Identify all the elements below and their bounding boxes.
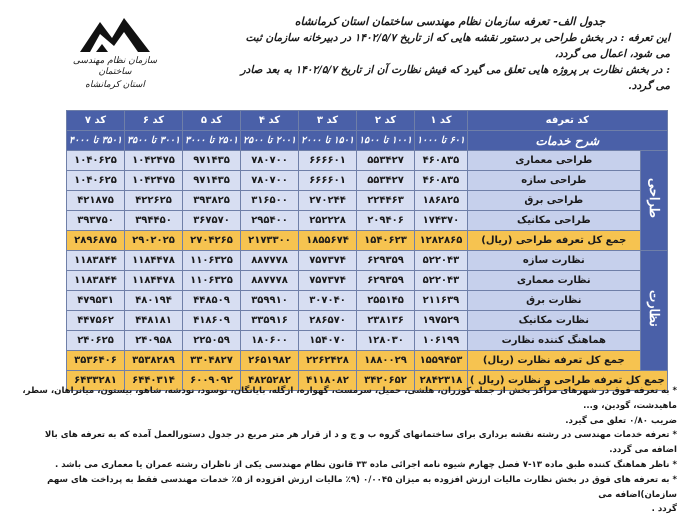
note-line: گردد . — [651, 504, 677, 515]
value-cell: ۱۲۸۰۳۰ — [357, 331, 415, 351]
value-cell: ۴۱۸۶۰۹ — [183, 311, 241, 331]
value-cell: ۲۵۲۲۲۸ — [299, 211, 357, 231]
table-header-groups — [67, 131, 668, 151]
row-name-cell: نظارت سازه — [467, 251, 640, 271]
header-line-design: این تعرفه : در بخش طراحی بر دستور نقشه هایی که از تاریخ ۱۴۰۲/۵/۷ در دبیرخانه سازمان ثبت می شود، اعمال می گردد، — [245, 32, 670, 60]
table-row — [67, 171, 668, 191]
notes — [22, 384, 677, 517]
row-name-cell: طراحی معماری — [467, 151, 640, 171]
service-label-cell: شرح خدمات — [467, 131, 667, 151]
value-cell: ۹۷۱۴۳۵ — [183, 171, 241, 191]
value-cell: ۸۸۷۷۷۸ — [241, 251, 299, 271]
group-header-cell: ۳۵۰۱ تا ۴۰۰۰ — [67, 131, 125, 151]
table-row — [67, 251, 668, 271]
code-label-cell: کد تعرفه — [467, 111, 667, 131]
subtotal-row — [67, 231, 668, 251]
value-cell: ۴۴۷۵۶۲ — [67, 311, 125, 331]
value-cell: ۷۵۷۳۷۴ — [299, 271, 357, 291]
value-cell: ۳۹۴۴۵۰ — [125, 211, 183, 231]
subtotal-value-cell: ۲۱۷۳۳۰۰ — [241, 231, 299, 251]
value-cell: ۱۱۸۳۸۴۴ — [67, 251, 125, 271]
group-header-cell: ۳۰۰۱ تا ۳۵۰۰ — [125, 131, 183, 151]
grand-total-value-cell: ۴۱۱۸۰۸۲ — [299, 371, 357, 391]
row-name-cell: نظارت مکانیک — [467, 311, 640, 331]
value-cell: ۵۲۲۰۴۳ — [415, 271, 468, 291]
value-cell: ۴۴۸۵۰۹ — [183, 291, 241, 311]
table-row — [67, 291, 668, 311]
value-cell: ۲۵۵۱۴۵ — [357, 291, 415, 311]
value-cell: ۴۸۰۱۹۴ — [125, 291, 183, 311]
subtotal-value-cell: ۱۸۸۰۰۲۹ — [357, 351, 415, 371]
row-name-cell: هماهنگ کننده نظارت — [467, 331, 640, 351]
value-cell: ۲۰۹۴۰۶ — [357, 211, 415, 231]
value-cell: ۱۰۴۲۴۷۵ — [125, 151, 183, 171]
note-line: * به تعرفه فوق در شهرهای مراکز بخش از جمله کوزران، هلشی، حمیل، سرمست، گهواره، ازگله، بایانگان، نوسود، نودشه، شاهو، بیستون، میانراهان، سطر، ماهیدشت، گودین، و... — [22, 386, 677, 411]
group-header-cell: ۲۰۰۱ تا ۲۵۰۰ — [241, 131, 299, 151]
value-cell: ۳۶۷۵۷۰ — [183, 211, 241, 231]
row-name-cell: طراحی برق — [467, 191, 640, 211]
note-line: ضریب ۰/۸۰ تعلق می گیرد. — [565, 415, 677, 426]
value-cell: ۱۰۴۰۶۲۵ — [67, 171, 125, 191]
header-line-supervision: : در بخش نظارت بر پروژه هایی تعلق می گیرد که فیش نظارت آن از تاریخ ۱۴۰۲/۵/۷ به بعد صادر می گردد. — [240, 64, 670, 92]
subtotal-row — [67, 351, 668, 371]
value-cell: ۱۷۴۳۷۰ — [415, 211, 468, 231]
code-header-cell: کد ۷ — [67, 111, 125, 131]
value-cell: ۳۵۹۹۱۰ — [241, 291, 299, 311]
value-cell: ۳۹۳۷۵۰ — [67, 211, 125, 231]
value-cell: ۳۳۵۹۱۶ — [241, 311, 299, 331]
value-cell: ۱۰۴۲۴۷۵ — [125, 171, 183, 191]
value-cell: ۶۶۶۶۰۱ — [299, 151, 357, 171]
value-cell: ۲۳۸۱۳۶ — [357, 311, 415, 331]
group-header-cell: ۱۰۰۱ تا ۱۵۰۰ — [357, 131, 415, 151]
subtotal-value-cell: ۲۲۶۲۴۲۸ — [299, 351, 357, 371]
note-line: * تعرفه خدمات مهندسی در رشته نقشه برداری برای ساختمانهای گروه ب و ج و د از قرار هر متر مربع در جدول دستورالعمل آمده که به تعرفه های بالا اضافه می گردد. — [44, 430, 677, 456]
value-cell: ۱۹۷۵۲۹ — [415, 311, 468, 331]
subtotal-value-cell: ۱۵۵۹۴۵۳ — [415, 351, 468, 371]
section-label: نظارت — [646, 290, 662, 327]
grand-total-value-cell: ۴۸۲۵۲۸۲ — [241, 371, 299, 391]
subtotal-value-cell: ۲۶۵۱۹۸۲ — [241, 351, 299, 371]
value-cell: ۴۶۰۸۳۵ — [415, 171, 468, 191]
org-name-line1: سازمان نظام مهندسی ساختمان — [72, 56, 158, 77]
value-cell: ۴۲۲۶۲۵ — [125, 191, 183, 211]
value-cell: ۲۴۰۶۲۵ — [67, 331, 125, 351]
group-header-cell: ۶۰۱ تا ۱۰۰۰ — [415, 131, 468, 151]
value-cell: ۶۲۹۳۵۹ — [357, 271, 415, 291]
row-name-cell: طراحی مکانیک — [467, 211, 640, 231]
value-cell: ۱۵۴۰۷۰ — [299, 331, 357, 351]
value-cell: ۵۵۳۴۲۷ — [357, 151, 415, 171]
value-cell: ۱۸۶۸۲۵ — [415, 191, 468, 211]
table-row — [67, 211, 668, 231]
grand-total-name-cell: جمع کل تعرفه طراحی و نظارت (ریال ) — [467, 371, 667, 391]
value-cell: ۶۶۶۶۰۱ — [299, 171, 357, 191]
section-label-cell — [640, 151, 667, 251]
value-cell: ۲۹۵۴۰۰ — [241, 211, 299, 231]
section-label: طراحی — [646, 178, 662, 219]
subtotal-value-cell: ۱۸۵۵۶۷۴ — [299, 231, 357, 251]
value-cell: ۷۵۷۳۷۴ — [299, 251, 357, 271]
page-title: جدول الف- تعرفه سازمان نظام مهندسی ساختمان استان کرمانشاه — [294, 15, 606, 28]
value-cell: ۷۸۰۷۰۰ — [241, 151, 299, 171]
value-cell: ۳۹۳۸۲۵ — [183, 191, 241, 211]
logo — [70, 14, 160, 94]
row-name-cell: نظارت برق — [467, 291, 640, 311]
row-name-cell: طراحی سازه — [467, 171, 640, 191]
value-cell: ۲۲۴۴۶۳ — [357, 191, 415, 211]
grand-total-value-cell: ۶۴۳۳۲۸۱ — [67, 371, 125, 391]
subtotal-name-cell: جمع کل تعرفه نظارت (ریال) — [467, 351, 640, 371]
value-cell: ۱۱۰۶۳۲۵ — [183, 271, 241, 291]
subtotal-value-cell: ۱۲۸۲۸۶۵ — [415, 231, 468, 251]
subtotal-value-cell: ۲۸۹۶۸۷۵ — [67, 231, 125, 251]
value-cell: ۳۰۷۰۴۰ — [299, 291, 357, 311]
grand-total-value-cell: ۲۸۴۲۳۱۸ — [415, 371, 468, 391]
table-header-codes — [67, 111, 668, 131]
value-cell: ۱۱۰۶۳۲۵ — [183, 251, 241, 271]
subtotal-value-cell: ۳۳۰۴۸۲۷ — [183, 351, 241, 371]
code-header-cell: کد ۱ — [415, 111, 468, 131]
note-line: * ناظر هماهنگ کننده طبق ماده ۱۳-۷ فصل چهارم شیوه نامه اجرائی ماده ۳۳ قانون نظام مهندسی یکی از ناظران رشته عمران یا معماری می باشد . — [54, 459, 677, 470]
section-label-cell — [640, 251, 667, 371]
grand-total-value-cell: ۶۴۴۰۳۱۴ — [125, 371, 183, 391]
value-cell: ۲۴۰۹۵۸ — [125, 331, 183, 351]
code-header-cell: کد ۲ — [357, 111, 415, 131]
value-cell: ۳۱۶۵۰۰ — [241, 191, 299, 211]
grand-total-value-cell: ۳۴۲۰۶۵۲ — [357, 371, 415, 391]
table-row — [67, 311, 668, 331]
code-header-cell: کد ۵ — [183, 111, 241, 131]
page-header — [230, 14, 670, 94]
table-row — [67, 271, 668, 291]
value-cell: ۲۸۶۵۷۰ — [299, 311, 357, 331]
subtotal-value-cell: ۲۷۰۴۲۶۵ — [183, 231, 241, 251]
subtotal-value-cell: ۲۹۰۲۰۲۵ — [125, 231, 183, 251]
value-cell: ۱۸۰۶۰۰ — [241, 331, 299, 351]
table-row — [67, 151, 668, 171]
table-row — [67, 331, 668, 351]
value-cell: ۷۸۰۷۰۰ — [241, 171, 299, 191]
group-header-cell: ۲۵۰۱ تا ۳۰۰۰ — [183, 131, 241, 151]
value-cell: ۲۷۰۲۴۴ — [299, 191, 357, 211]
row-name-cell: نظارت معماری — [467, 271, 640, 291]
subtotal-name-cell: جمع کل تعرفه طراحی (ریال) — [467, 231, 640, 251]
value-cell: ۶۲۹۳۵۹ — [357, 251, 415, 271]
grand-total-value-cell: ۶۰۰۹۰۹۲ — [183, 371, 241, 391]
subtotal-value-cell: ۳۵۳۸۲۸۹ — [125, 351, 183, 371]
tariff-table — [66, 110, 668, 391]
org-name-line2: استان کرمانشاه — [85, 80, 145, 90]
value-cell: ۹۷۱۴۳۵ — [183, 151, 241, 171]
value-cell: ۱۱۸۳۸۴۴ — [67, 271, 125, 291]
table-row — [67, 191, 668, 211]
value-cell: ۸۸۷۷۷۸ — [241, 271, 299, 291]
value-cell: ۴۶۰۸۳۵ — [415, 151, 468, 171]
subtotal-value-cell: ۱۵۴۰۶۲۳ — [357, 231, 415, 251]
value-cell: ۴۷۹۵۳۱ — [67, 291, 125, 311]
code-header-cell: کد ۶ — [125, 111, 183, 131]
value-cell: ۱۱۸۴۴۷۸ — [125, 251, 183, 271]
value-cell: ۴۴۸۱۸۱ — [125, 311, 183, 331]
subtotal-value-cell: ۳۵۳۶۴۰۶ — [67, 351, 125, 371]
value-cell: ۴۲۱۸۷۵ — [67, 191, 125, 211]
code-header-cell: کد ۴ — [241, 111, 299, 131]
value-cell: ۱۰۴۰۶۲۵ — [67, 151, 125, 171]
value-cell: ۵۵۳۴۲۷ — [357, 171, 415, 191]
value-cell: ۲۲۵۰۵۹ — [183, 331, 241, 351]
value-cell: ۱۰۶۱۹۹ — [415, 331, 468, 351]
value-cell: ۵۲۲۰۴۳ — [415, 251, 468, 271]
group-header-cell: ۱۵۰۱ تا ۲۰۰۰ — [299, 131, 357, 151]
value-cell: ۲۱۱۶۳۹ — [415, 291, 468, 311]
code-header-cell: کد ۳ — [299, 111, 357, 131]
building-engineering-logo-icon — [78, 14, 152, 54]
value-cell: ۱۱۸۴۴۷۸ — [125, 271, 183, 291]
note-line: * به تعرفه های فوق در بخش نظارت مالیات ارزش افزوده به میزان ۰/۰۰۴۵ (۹٪ مالیات ارزش افزوده از ۵٪ خدمات مهندسی فقط به پرداخت های سهم سازمان)اضافه می — [47, 474, 677, 500]
